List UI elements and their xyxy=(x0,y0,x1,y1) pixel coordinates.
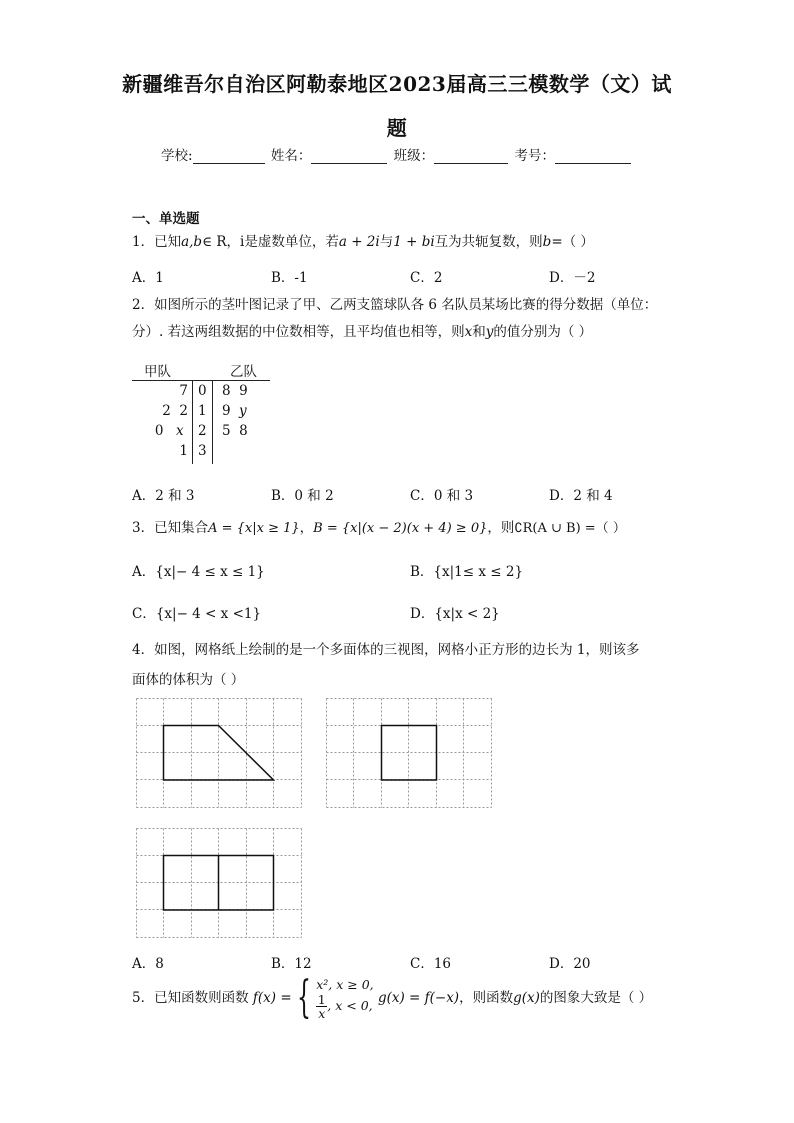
q5-text-2: ，则函数 xyxy=(459,990,514,1006)
q2-text: 分）. 若这两组数据的中位数相等，且平均值也相等，则 xyxy=(132,324,465,340)
q2-option-c[interactable]: C．0 和 3 xyxy=(410,488,474,504)
plot-row xyxy=(132,383,272,403)
q1-var-b: b xyxy=(542,234,552,250)
q3-set-b: B = {x|(x − 2)(x + 4) ≥ 0} xyxy=(313,521,488,536)
question-2 xyxy=(132,295,657,342)
question-4 xyxy=(132,640,639,690)
q3-text-2: ，则 xyxy=(487,520,515,536)
leaf-var-y: y xyxy=(239,403,247,419)
number-label: 考号： xyxy=(514,148,555,164)
leaf-left: 2 2 xyxy=(162,403,188,419)
q1-option-a[interactable]: A．1 xyxy=(132,270,164,286)
q1-text-3: 与 xyxy=(379,234,394,250)
top-view-diagram xyxy=(136,828,302,938)
plot-row xyxy=(132,443,272,463)
q1-option-d[interactable]: D．－2 xyxy=(549,270,596,286)
fraction-denominator: x xyxy=(318,1005,326,1021)
stem: 2 xyxy=(198,423,207,439)
q1-text-2: ∈ R，i是虚数单位，若 xyxy=(202,234,339,250)
fraction xyxy=(316,993,327,1020)
q1-text: 已知 xyxy=(154,234,182,250)
stem-leaf-plot xyxy=(132,360,272,463)
q4-option-b[interactable]: B．12 xyxy=(271,956,312,972)
q4-option-c[interactable]: C．16 xyxy=(410,956,452,972)
q1-expr-2: 1 + bi xyxy=(393,234,435,250)
q3-option-d[interactable]: D．{x|x < 2} xyxy=(410,606,500,622)
student-info xyxy=(0,144,794,164)
q3-complement: ∁R(A ∪ B) =（ ） xyxy=(514,521,626,536)
side-view-diagram xyxy=(326,698,492,808)
number-blank[interactable] xyxy=(555,149,631,164)
q5-case-2: , x < 0, xyxy=(327,997,373,1013)
q1-vars: a,b xyxy=(181,234,203,250)
name-label: 姓名： xyxy=(270,148,312,164)
q2-option-b[interactable]: B．0 和 2 xyxy=(271,488,334,504)
piecewise-brace: { xyxy=(296,972,311,1023)
q2-text-2: 的值分别为（ ） xyxy=(493,324,593,340)
q3-option-b[interactable]: B．{x|1≤ x ≤ 2} xyxy=(410,564,524,580)
leaf-right: 9 xyxy=(222,403,240,419)
q5-text: 5．已知函数则函数 xyxy=(132,990,249,1006)
header-team-b: 乙队 xyxy=(230,364,257,380)
leaf-right: 5 8 xyxy=(222,423,248,439)
q1-option-b[interactable]: B．-1 xyxy=(271,270,308,286)
page-title-cont: 题 xyxy=(386,116,408,140)
page-title: 新疆维吾尔自治区阿勒泰地区2023届高三三模数学（文）试 xyxy=(122,72,672,96)
stem: 0 xyxy=(198,383,207,399)
q5-text-3: 的图象大致是（ ） xyxy=(539,990,653,1006)
plot-row xyxy=(132,423,272,443)
plot-divider-h xyxy=(132,380,270,381)
q5-case-1: x², x ≥ 0, xyxy=(316,976,374,992)
q1-number: 1． xyxy=(132,234,155,250)
q4-option-a[interactable]: A．8 xyxy=(132,956,164,972)
q4-option-d[interactable]: D．20 xyxy=(549,956,591,972)
q1-text-4: 互为共轭复数，则 xyxy=(434,234,543,250)
q2-line-2 xyxy=(132,322,657,342)
q2-var-x: x xyxy=(464,324,473,340)
leaf-left: 0 xyxy=(154,423,172,439)
stem: 1 xyxy=(198,403,207,419)
q2-and: 和 xyxy=(472,324,486,340)
q4-line-1: 4．如图，网格纸上绘制的是一个多面体的三视图，网格小正方形的边长为 1，则该多 xyxy=(132,642,640,658)
plot-row xyxy=(132,403,272,423)
leaf-var-x: x xyxy=(176,423,184,439)
front-view-diagram xyxy=(136,698,302,808)
q5-g-def: g(x) = f(−x) xyxy=(377,990,460,1006)
q3-sep: ， xyxy=(299,520,314,536)
header-team-a: 甲队 xyxy=(144,364,171,380)
school-blank[interactable] xyxy=(193,149,265,164)
q3-option-a[interactable]: A．{x|− 4 ≤ x ≤ 1} xyxy=(132,564,265,580)
stem: 3 xyxy=(198,443,207,459)
leaf-left: 1 xyxy=(179,443,188,459)
q1-option-c[interactable]: C．2 xyxy=(410,270,443,286)
fraction-numerator: 1 xyxy=(317,991,326,1007)
q4-line-2: 面体的体积为（ ） xyxy=(132,672,245,688)
q2-line-1: 2．如图所示的茎叶图记录了甲、乙两支篮球队各 6 名队员某场比赛的得分数据（单位： xyxy=(132,297,658,313)
q2-option-d[interactable]: D．2 和 4 xyxy=(549,488,613,504)
name-blank[interactable] xyxy=(311,149,387,164)
question-1 xyxy=(132,232,594,252)
leaf-right: 8 9 xyxy=(222,383,248,399)
q1-text-5: =（ ） xyxy=(551,234,594,250)
q5-f-def: f(x) = xyxy=(252,990,292,1006)
q1-expr-1: a + 2i xyxy=(338,234,380,250)
piecewise-cases xyxy=(316,977,373,1020)
school-label: 学校: xyxy=(161,148,193,164)
class-blank[interactable] xyxy=(434,149,508,164)
class-label: 班级： xyxy=(393,148,435,164)
leaf-left: 7 xyxy=(179,383,188,399)
section-heading: 一、单选题 xyxy=(132,211,200,227)
q3-text: 3．已知集合 xyxy=(132,520,209,536)
q3-option-c[interactable]: C．{x|− 4 < x <1} xyxy=(132,606,262,622)
q5-g-ref: g(x) xyxy=(513,990,540,1006)
q3-set-a: A = {x|x ≥ 1} xyxy=(208,521,300,536)
question-5 xyxy=(132,972,653,1023)
question-3 xyxy=(132,518,626,539)
q2-option-a[interactable]: A．2 和 3 xyxy=(132,488,195,504)
q2-var-y: y xyxy=(485,324,494,340)
